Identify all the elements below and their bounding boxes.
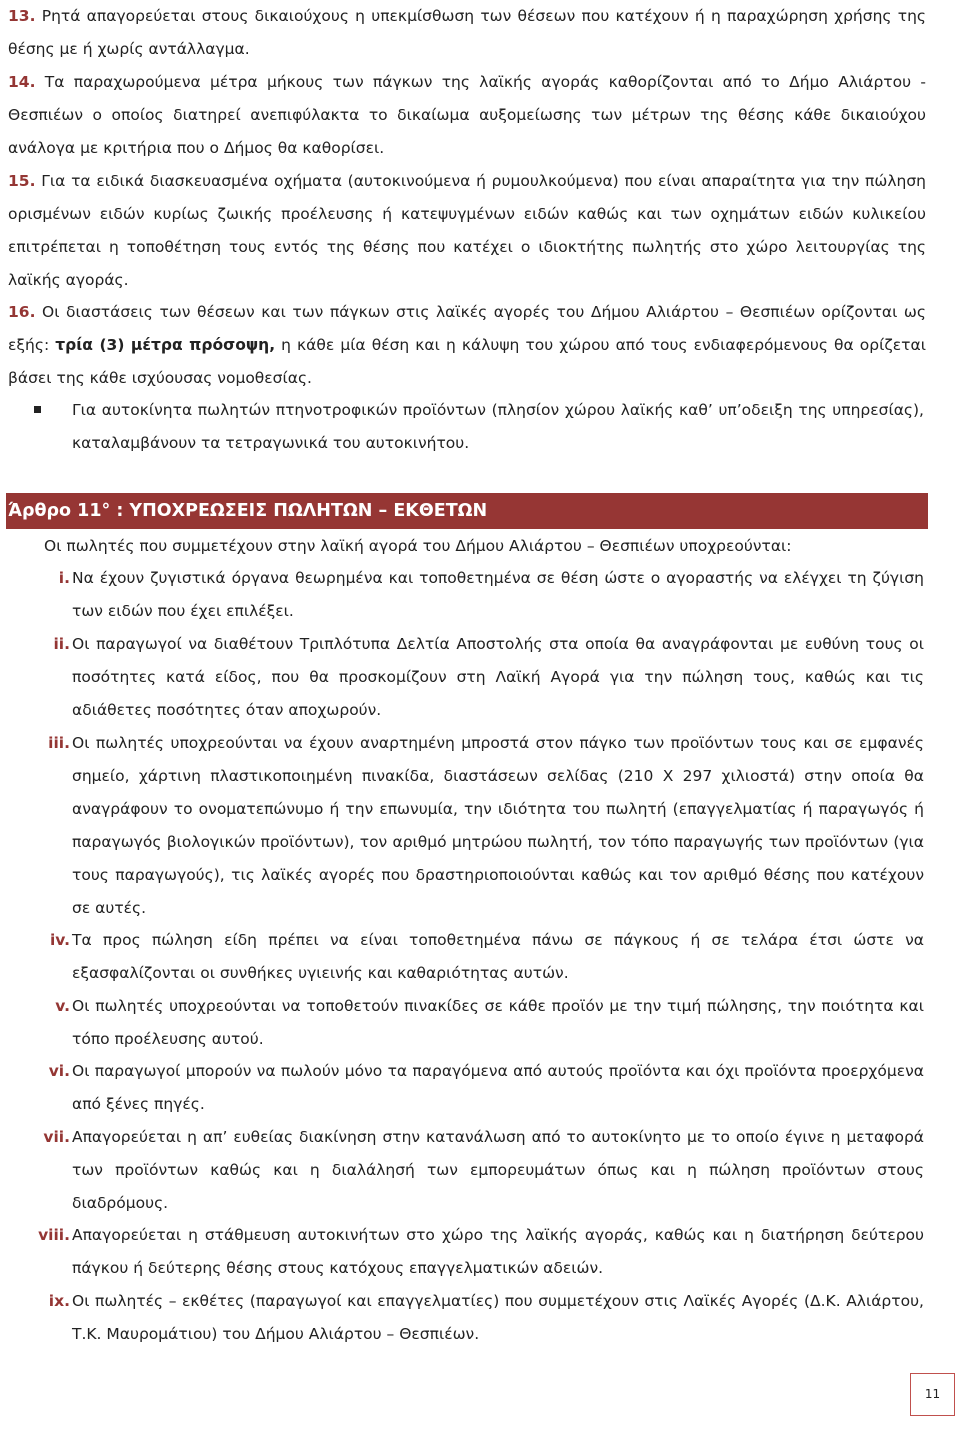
list-item-number: iv. — [49, 931, 70, 949]
list-item-number: i. — [58, 569, 70, 587]
list-item — [30, 1285, 924, 1351]
list-item-number: v. — [55, 997, 70, 1015]
list-item-number: vi. — [48, 1062, 70, 1080]
paragraph-number: 13. — [8, 7, 36, 25]
list-item-number: ix. — [48, 1292, 70, 1310]
paragraph-number: 14. — [8, 73, 36, 91]
paragraph-13 — [8, 0, 926, 66]
list-item — [30, 990, 924, 1056]
list-item — [30, 1219, 924, 1285]
list-item — [30, 1055, 924, 1121]
paragraph-number: 15. — [8, 172, 36, 190]
list-item-text: Οι πωλητές υποχρεούνται να έχουν αναρτημένη μπροστά στον πάγκο των προϊόντων τους και σε εμφανές σημείο, χάρτινη πλαστικοποιημένη πινακίδα, διαστάσεων σελίδας (210 Χ 297 χιλιοστά) στην οποία θα αναγράφουν το ονοματεπώνυμο ή την επωνυμία, την ιδιότητα του πωλητή (επαγγελματίας ή παραγωγός ή παραγωγός βιολογικών προϊόντων), τον αριθμό μητρώου πωλητή, τον τόπο παραγωγής των προϊόντων (για τους παραγωγούς), τις λαϊκές αγορές που δραστηριοποιούνται καθώς και τον αριθμό θέσης που κατέχουν σε αυτές. — [72, 734, 924, 917]
paragraph-text-continued: η κάθε μία θέση και η κάλυψη του χώρου από τους ενδιαφερόμενους θα ορίζεται βάσει της κάθε ισχύουσας νομοθεσίας. — [8, 336, 926, 387]
paragraph-15 — [8, 165, 926, 297]
paragraph-text: Για τα ειδικά διασκευασμένα οχήματα (αυτοκινούμενα ή ρυμουλκούμενα) που είναι απαραίτητα για την πώληση ορισμένων ειδών κυρίως ζωικής προέλευσης ή κατεψυγμένων ειδών καθώς και των οχημάτων ειδών κυλικείου επιτρέπεται η τοποθέτηση τους εντός της θέσης που κατέχει ο ιδιοκτήτης πωλητής στο χώρο λειτουργίας της λαϊκής αγοράς. — [8, 172, 926, 289]
list-item — [30, 1121, 924, 1220]
list-item-number: iii. — [48, 734, 70, 752]
article-intro: Οι πωλητές που συμμετέχουν στην λαϊκή αγορά του Δήμου Αλιάρτου – Θεσπιέων υποχρεούνται: — [44, 537, 792, 555]
paragraph-text: Ρητά απαγορεύεται στους δικαιούχους η υπεκμίσθωση των θέσεων που κατέχουν ή η παραχώρηση χρήσης της θέσης με ή χωρίς αντάλλαγμα. — [8, 7, 926, 58]
list-item-text: Απαγορεύεται η στάθμευση αυτοκινήτων στο χώρο της λαϊκής αγοράς, καθώς και η διατήρηση δεύτερου πάγκου ή δεύτερης θέσης στους κατόχους επαγγελματικών αδειών. — [72, 1226, 924, 1277]
list-item-text: Οι πωλητές – εκθέτες (παραγωγοί και επαγγελματίες) που συμμετέχουν στις Λαϊκές Αγορές (Δ.Κ. Αλιάρτου, Τ.Κ. Μαυρομάτιου) του Δήμου Αλιάρτου – Θεσπιέων. — [72, 1292, 924, 1343]
list-item-text: Οι παραγωγοί μπορούν να πωλούν μόνο τα παραγόμενα από αυτούς προϊόντα και όχι προϊόντα προερχόμενα από ξένες πηγές. — [72, 1062, 924, 1113]
list-item-text: Οι παραγωγοί να διαθέτουν Τριπλότυπα Δελτία Αποστολής στα οποία θα αναγράφονται με ευθύνη τους οι ποσότητες κατά είδος, που θα προσκομίζουν στη Λαϊκή Αγορά για την πώληση τους, καθώς και τις αδιάθετες ποσότητες όταν αποχωρούν. — [72, 635, 924, 719]
list-item-text: Τα προς πώληση είδη πρέπει να είναι τοποθετημένα πάνω σε πάγκους ή σε τελάρα έτσι ώστε να εξασφαλίζονται οι συνθήκες υγιεινής και καθαριότητας αυτών. — [72, 931, 924, 982]
list-item — [30, 562, 924, 628]
bullet-text: Για αυτοκίνητα πωλητών πτηνοτροφικών προϊόντων (πλησίον χώρου λαϊκής καθ’ υπ’οδειξη της υπηρεσίας), καταλαμβάνουν τα τετραγωνικά του αυτοκινήτου. — [72, 401, 924, 452]
paragraph-16 — [8, 296, 926, 395]
list-item-number: viii. — [38, 1226, 70, 1244]
list-item-number: ii. — [53, 635, 70, 653]
list-item — [30, 628, 924, 727]
list-item-text: Οι πωλητές υποχρεούνται να τοποθετούν πινακίδες σε κάθε προϊόν με την τιμή πώλησης, την ποιότητα και τόπο προέλευσης αυτού. — [72, 997, 924, 1048]
page-number: 11 — [910, 1373, 955, 1416]
list-item-text: Απαγορεύεται η απ’ ευθείας διακίνηση στην κατανάλωση από το αυτοκίνητο με το οποίο έγινε η μεταφορά των προϊόντων καθώς και η διαλάλησή των εμπορευμάτων όπως και η πώληση προϊόντων στους διαδρόμους. — [72, 1128, 924, 1212]
paragraph-bold-text: τρία (3) μέτρα πρόσοψη, — [55, 336, 276, 354]
list-item-text: Να έχουν ζυγιστικά όργανα θεωρημένα και τοποθετημένα σε θέση ώστε ο αγοραστής να ελέγχει τη ζύγιση των ειδών που έχει επιλέξει. — [72, 569, 924, 620]
list-item-number: vii. — [43, 1128, 70, 1146]
paragraph-text: Τα παραχωρούμενα μέτρα μήκους των πάγκων της λαϊκής αγοράς καθορίζονται από το Δήμο Αλιάρτου - Θεσπιέων ο οποίος διατηρεί ανεπιφύλακτα το δικαίωμα αυξομείωσης των μέτρων της θέσης κάθε δικαιούχου ανάλογα με κριτήρια που ο Δήμος θα καθορίσει. — [8, 73, 926, 157]
bullet-item — [34, 394, 924, 460]
list-item — [30, 924, 924, 990]
paragraph-text: Οι διαστάσεις των θέσεων και των πάγκων στις λαϊκές αγορές του Δήμου Αλιάρτου – Θεσπιέων ορίζονται ως εξής: — [8, 303, 926, 354]
article-heading: Άρθρο 11° : ΥΠΟΧΡΕΩΣΕΙΣ ΠΩΛΗΤΩΝ – ΕΚΘΕΤΩΝ — [6, 493, 928, 529]
paragraph-14 — [8, 66, 926, 165]
list-item — [30, 727, 924, 925]
square-bullet-icon — [34, 406, 41, 413]
paragraph-number: 16. — [8, 303, 36, 321]
